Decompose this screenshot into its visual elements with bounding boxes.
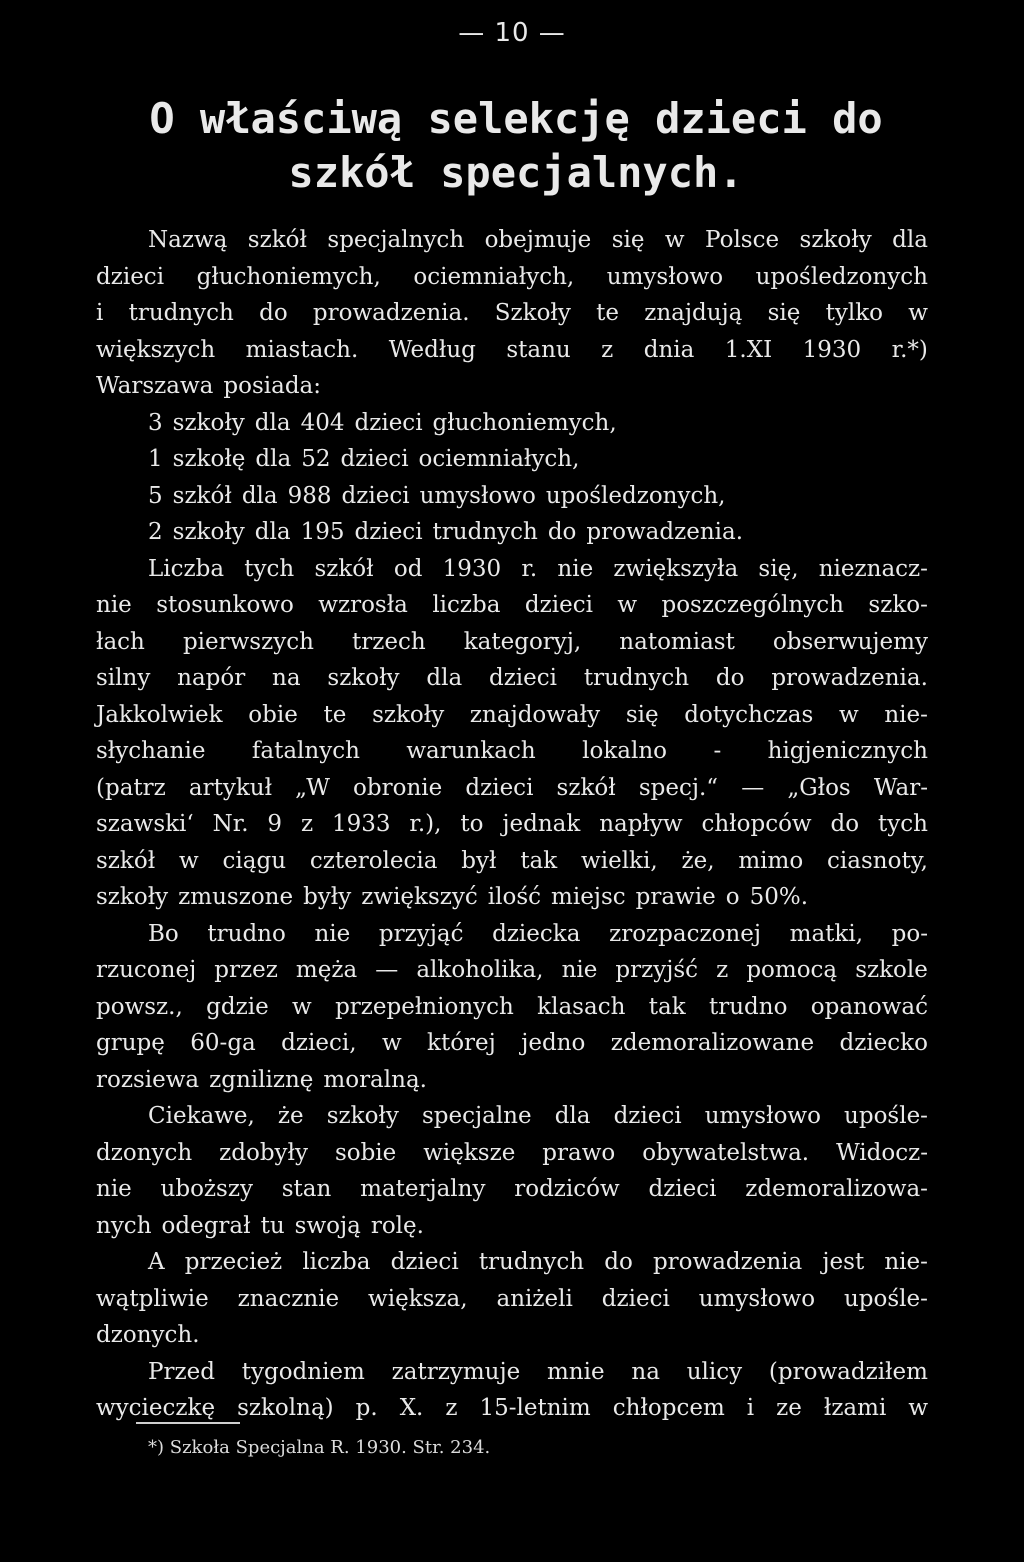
text-line: (patrz artykuł „W obronie dzieci szkół specj.“ — „Głos War- xyxy=(96,774,928,801)
text-line: rozsiewa zgniliznę moralną. xyxy=(96,1066,427,1093)
text-line: szkół w ciągu czterolecia był tak wielki, że, mimo ciasnoty, xyxy=(96,847,928,874)
footnote: *) Szkoła Specjalna R. 1930. Str. 234. xyxy=(148,1437,491,1458)
text-line: A przecież liczba dzieci trudnych do prowadzenia jest nie- xyxy=(148,1249,928,1275)
text-line: szkoły zmuszone były zwiększyć ilość miejsc prawie o 50%. xyxy=(96,884,809,910)
text-line: nych odegrał tu swoją rolę. xyxy=(96,1212,424,1239)
text-line: nie uboższy stan materjalny rodziców dzieci zdemoralizowa- xyxy=(96,1176,928,1202)
text-line: wątpliwie znacznie większa, aniżeli dzieci umysłowo upośle- xyxy=(96,1285,928,1312)
article-body xyxy=(96,222,928,1427)
article-title: O właściwą selekcję dzieci do szkół specjalnych. xyxy=(149,94,883,197)
text-line: słychanie fatalnych warunkach lokalno - higjenicznych xyxy=(96,738,928,764)
text-line: i trudnych do prowadzenia. Szkoły te znajdują się tylko w xyxy=(96,300,928,326)
page-number: — 10 — xyxy=(458,18,566,48)
text-line: Bo trudno nie przyjąć dziecka zrozpaczonej matki, po- xyxy=(148,920,928,947)
text-line: Liczba tych szkół od 1930 r. nie zwiększyła się, nieznacz- xyxy=(148,555,928,582)
text-line: powsz., gdzie w przepełnionych klasach tak trudno opanować xyxy=(96,993,928,1020)
text-line: łach pierwszych trzech kategoryj, natomiast obserwujemy xyxy=(96,628,928,655)
text-line: grupę 60-ga dzieci, w której jedno zdemoralizowane dziecko xyxy=(96,1030,928,1056)
text-line: wycieczkę szkolną) p. X. z 15-letnim chłopcem i ze łzami w xyxy=(96,1395,928,1421)
text-line: Przed tygodniem zatrzymuje mnie na ulicy (prowadziłem xyxy=(148,1358,928,1385)
text-line: Jakkolwiek obie te szkoły znajdowały się dotychczas w nie- xyxy=(96,701,928,728)
text-line: dzieci głuchoniemych, ociemniałych, umysłowo upośledzonych xyxy=(96,263,928,290)
text-line: 5 szkół dla 988 dzieci umysłowo upośledzonych, xyxy=(148,482,726,509)
text-line: Nazwą szkół specjalnych obejmuje się w Polsce szkoły dla xyxy=(148,227,928,253)
text-line: 1 szkołę dla 52 dzieci ociemniałych, xyxy=(148,446,580,472)
footnote-divider xyxy=(136,1422,240,1424)
text-line: silny napór na szkoły dla dzieci trudnych do prowadzenia. xyxy=(96,665,928,691)
text-line: 2 szkoły dla 195 dzieci trudnych do prowadzenia. xyxy=(148,519,744,545)
text-line: 3 szkoły dla 404 dzieci głuchoniemych, xyxy=(148,409,617,436)
text-line: dzonych zdobyły sobie większe prawo obywatelstwa. Widocz- xyxy=(96,1139,928,1166)
text-line: szawski‘ Nr. 9 z 1933 r.), to jednak napływ chłopców do tych xyxy=(96,811,928,837)
text-line: rzuconej przez męża — alkoholika, nie przyjść z pomocą szkole xyxy=(96,957,928,983)
text-line: Warszawa posiada: xyxy=(96,373,322,399)
text-line: Ciekawe, że szkoły specjalne dla dzieci umysłowo upośle- xyxy=(148,1103,928,1129)
text-line: większych miastach. Według stanu z dnia 1.XI 1930 r.*) xyxy=(96,336,928,363)
text-line: nie stosunkowo wzrosła liczba dzieci w poszczególnych szko- xyxy=(96,592,928,618)
text-line: dzonych. xyxy=(96,1322,200,1348)
